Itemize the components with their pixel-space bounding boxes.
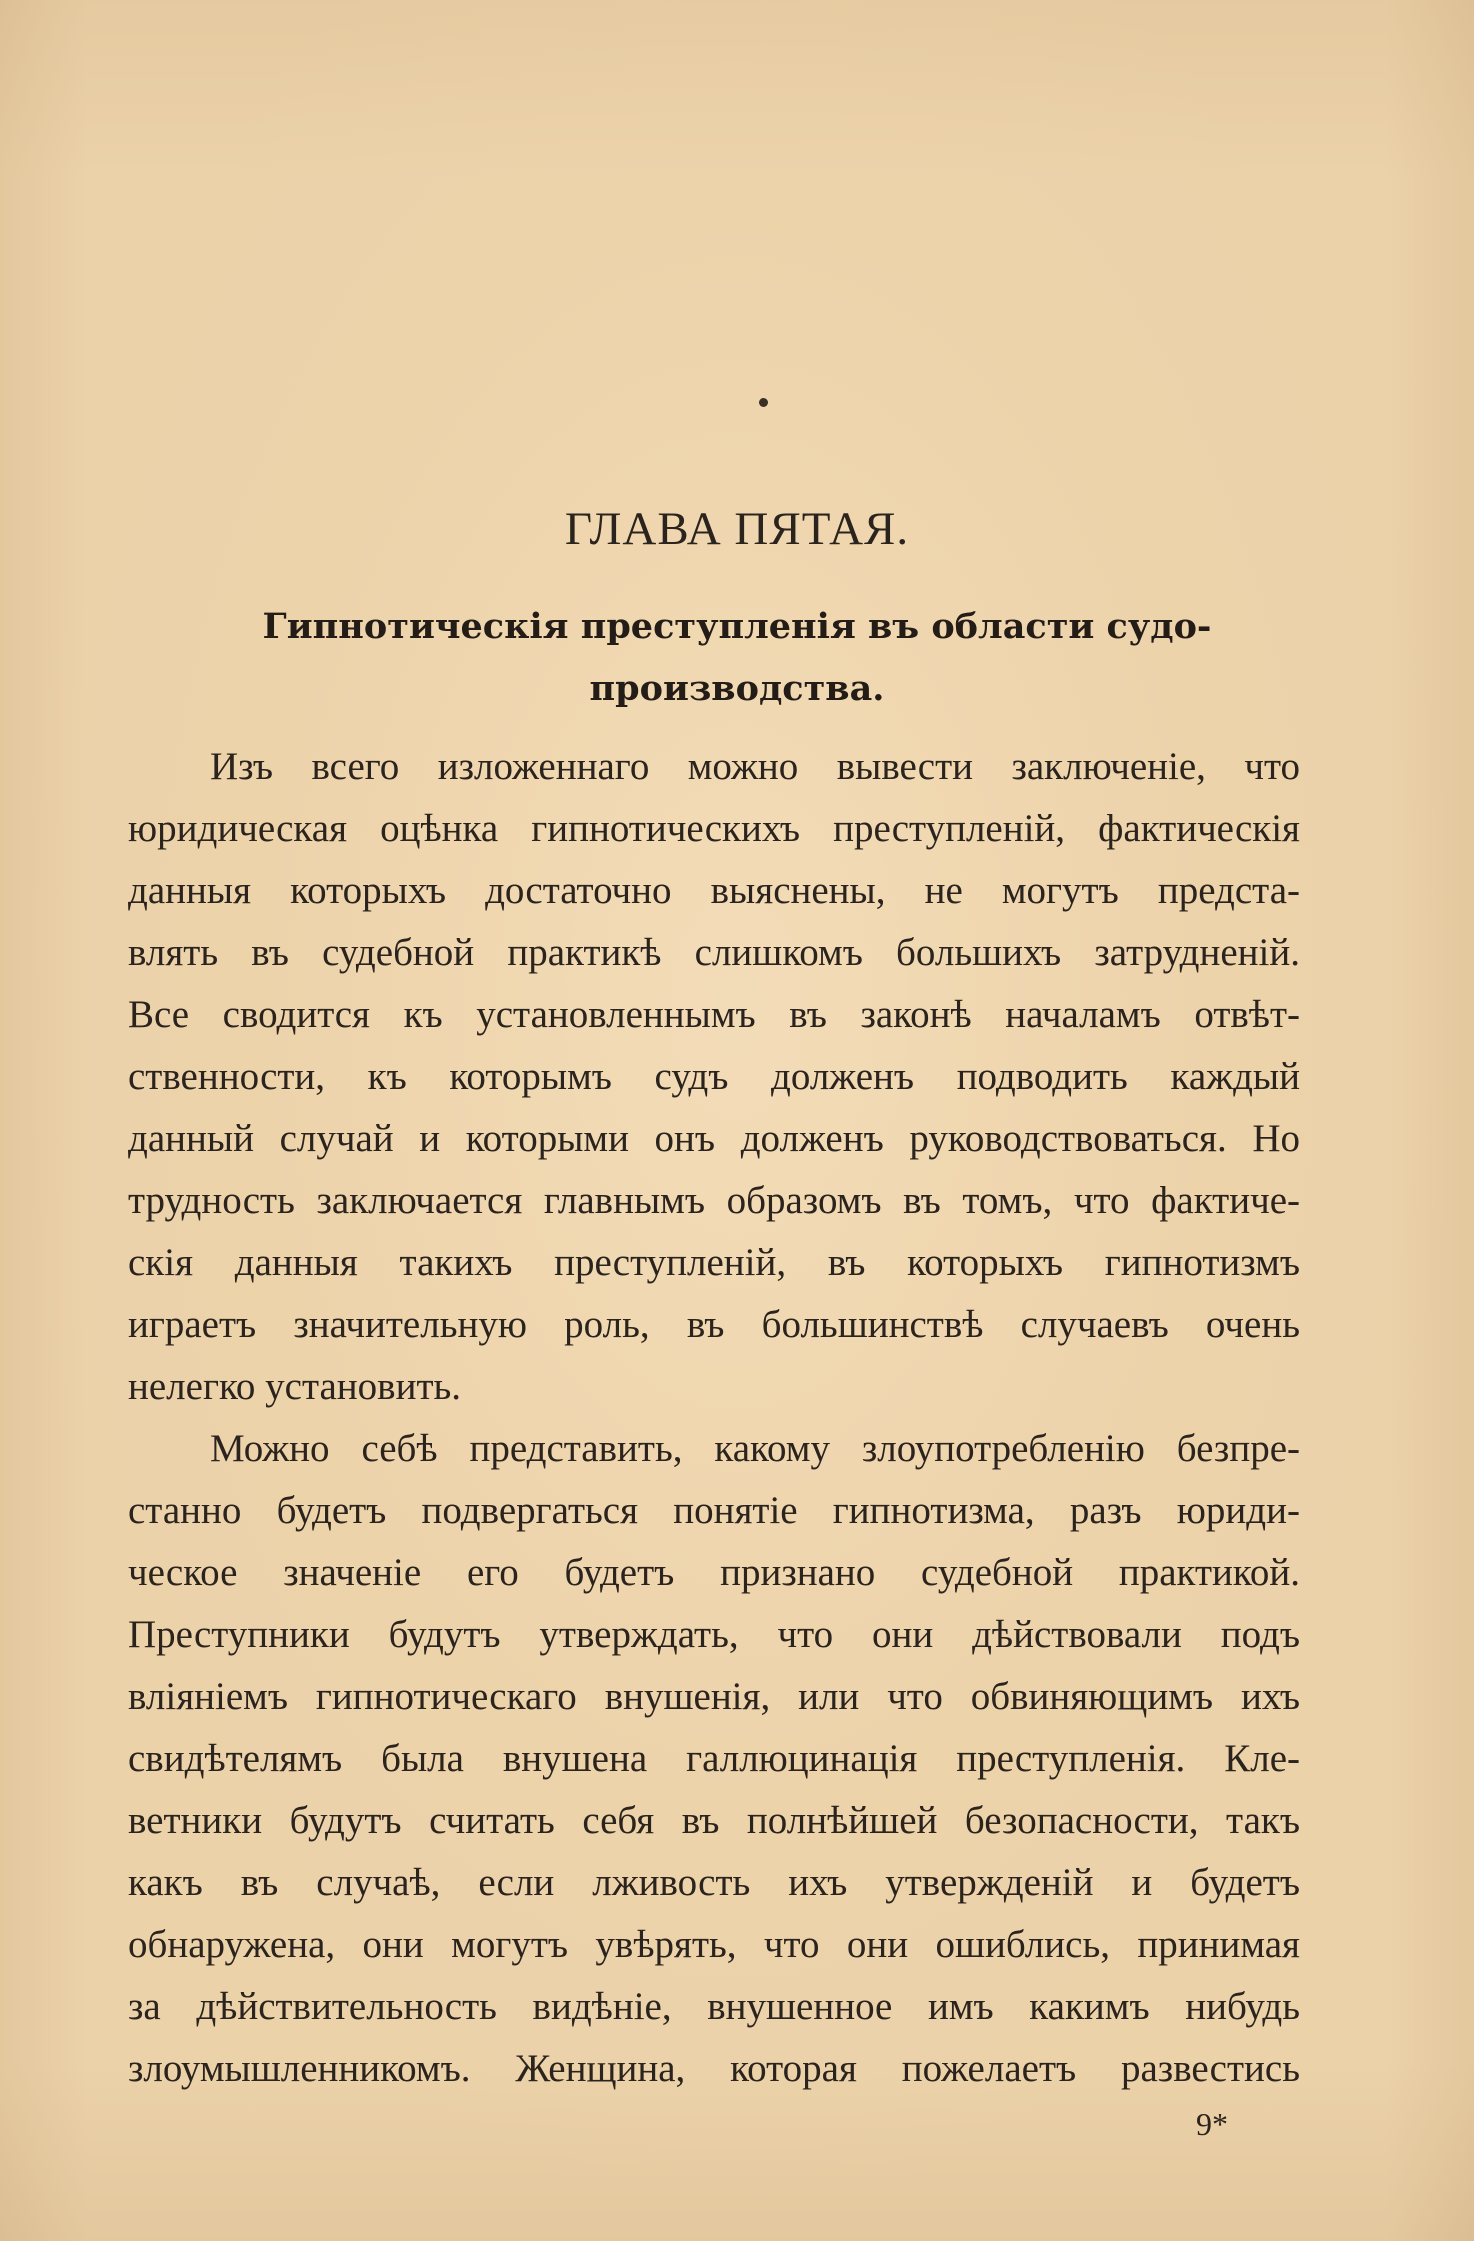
text-line: злоумышленникомъ. Женщина, которая пожелаетъ развестись: [128, 2047, 1300, 2090]
section-heading: [0, 596, 1474, 720]
text-line: Можно себѣ представить, какому злоупотребленію безпре-: [210, 1427, 1300, 1470]
chapter-title: ГЛАВА ПЯТАЯ.: [564, 503, 910, 555]
text-line: данный случай и которыми онъ долженъ руководствоваться. Но: [128, 1117, 1300, 1160]
text-line: за дѣйствительность видѣніе, внушенное имъ какимъ нибудь: [128, 1985, 1300, 2028]
paragraph: [128, 1418, 1300, 2100]
text-line: трудность заключается главнымъ образомъ въ томъ, что фактиче-: [128, 1179, 1300, 1222]
body-text: [128, 736, 1300, 2100]
section-heading-line: Гипнотическія преступленія въ области судо-: [262, 606, 1212, 647]
text-line: свидѣтелямъ была внушена галлюцинація преступленія. Кле-: [128, 1737, 1300, 1780]
section-heading-line: производства.: [589, 668, 885, 709]
text-line: ческое значеніе его будетъ признано судебной практикой.: [128, 1551, 1300, 1594]
text-line: Преступники будутъ утверждать, что они дѣйствовали подъ: [128, 1613, 1300, 1656]
text-line: юридическая оцѣнка гипнотическихъ преступленій, фактическія: [128, 807, 1300, 850]
text-line: ветники будутъ считать себя въ полнѣйшей безопасности, такъ: [128, 1799, 1300, 1842]
text-line: данныя которыхъ достаточно выяснены, не могутъ предста-: [128, 869, 1300, 912]
text-line: какъ въ случаѣ, если лживость ихъ утвержденій и будетъ: [128, 1861, 1300, 1904]
ornament-dot: [759, 398, 768, 407]
text-line: нелегко установить.: [128, 1365, 462, 1408]
text-line: скія данныя такихъ преступленій, въ которыхъ гипнотизмъ: [128, 1241, 1300, 1284]
text-line: Все сводится къ установленнымъ въ законѣ началамъ отвѣт-: [128, 993, 1300, 1036]
text-line: станно будетъ подвергаться понятіе гипнотизма, разъ юриди-: [128, 1489, 1300, 1532]
text-line: ственности, къ которымъ судъ долженъ подводить каждый: [128, 1055, 1300, 1098]
paragraph: [128, 736, 1300, 1418]
text-line: влять въ судебной практикѣ слишкомъ большихъ затрудненій.: [128, 931, 1300, 974]
text-line: вліяніемъ гипнотическаго внушенія, или что обвиняющимъ ихъ: [128, 1675, 1300, 1718]
text-line: обнаружена, они могутъ увѣрять, что они ошиблись, принимая: [128, 1923, 1300, 1966]
text-line: играетъ значительную роль, въ большинствѣ случаевъ очень: [128, 1303, 1300, 1346]
page-number: 9*: [1196, 2106, 1228, 2142]
text-line: Изъ всего изложеннаго можно вывести заключеніе, что: [210, 745, 1300, 788]
